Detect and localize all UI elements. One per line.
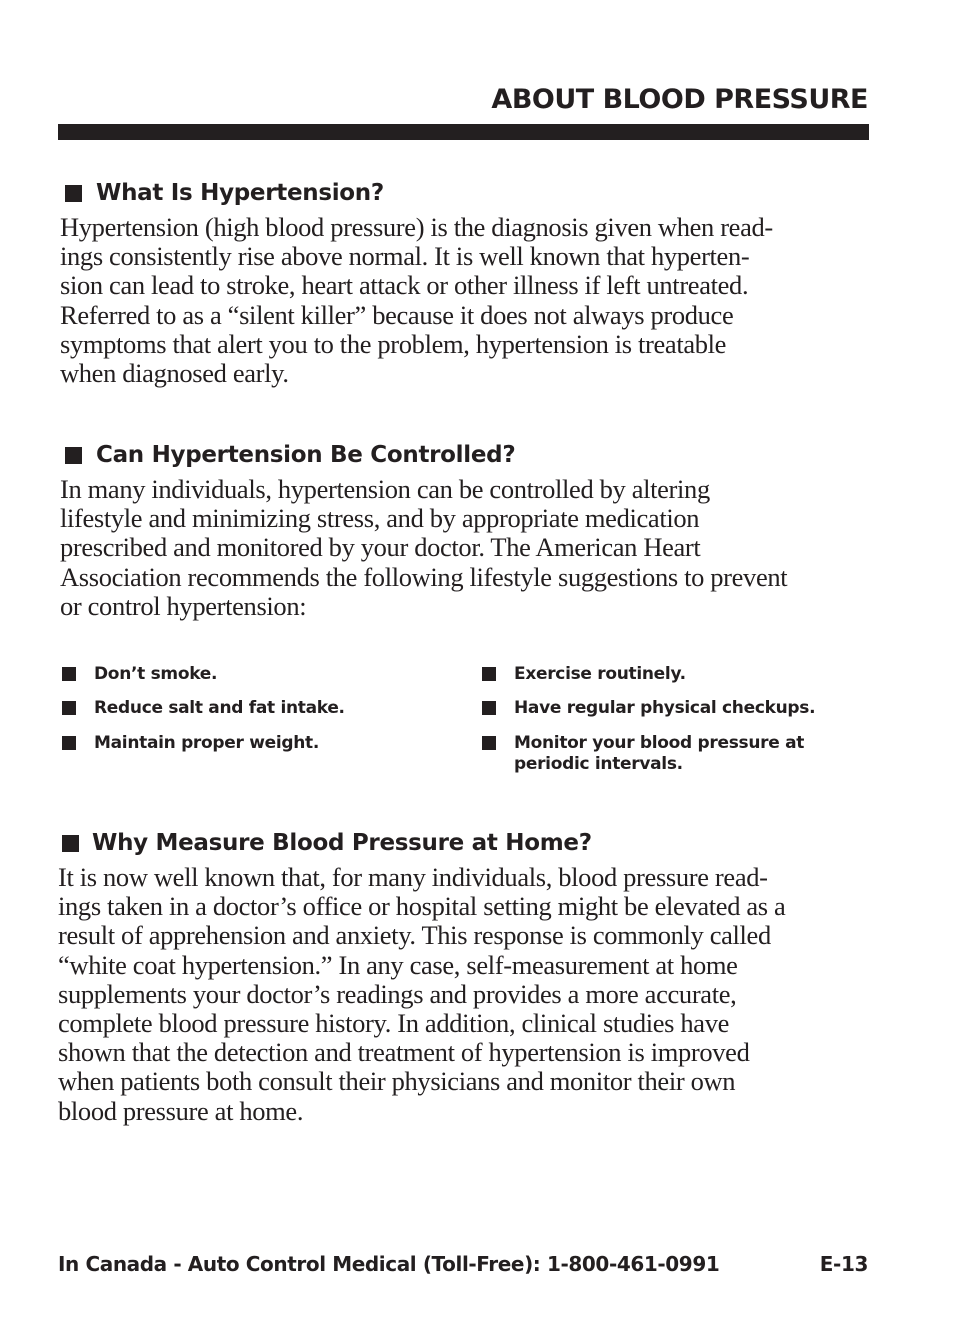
square-bullet-icon [65, 185, 82, 202]
page-footer [58, 1252, 868, 1276]
section-heading-text: What Is Hypertension? [96, 180, 384, 206]
section-body: It is now well known that, for many individuals, blood pressure read- ings taken in a doctor’s office or hospital setting might be elevated as a result of apprehension and anxiety. This response is commonly called “white coat hypertension.” In any case, self-measurement at home supplements your doctor’s readings and provides a more accurate, complete blood pressure history. In addition, clinical studies have shown that the detection and treatment of hypertension is improved when patients both consult their physicians and monitor their own blood pressure at home. [58, 862, 786, 1126]
list-item-text: Reduce salt and fat intake. [94, 698, 345, 718]
square-bullet-icon [62, 736, 76, 750]
section-body: In many individuals, hypertension can be controlled by altering lifestyle and minimizing stress, and by appropriate medication prescribed and monitored by your doctor. The American Heart Association recommends the following lifestyle suggestions to prevent or control hypertension: [60, 474, 788, 621]
list-item-text: Exercise routinely. [514, 664, 686, 684]
list-item [482, 698, 815, 719]
square-bullet-icon [482, 667, 496, 681]
section-heading [58, 830, 870, 856]
header-rule [58, 124, 869, 140]
page-number: E-13 [819, 1252, 868, 1276]
section-heading [60, 442, 872, 468]
square-bullet-icon [62, 835, 79, 852]
list-item-text: Don’t smoke. [94, 664, 218, 684]
list-item-text: Maintain proper weight. [94, 733, 320, 753]
section-body: Hypertension (high blood pressure) is the diagnosis given when read- ings consistently rise above normal. It is well known that hyperten- sion can lead to stroke, heart attack or other illness if left untreated. Referred to as a “silent killer” because it does not always produce symptoms that alert you to the problem, hypertension is treatable when diagnosed early. [60, 212, 773, 389]
list-item [482, 733, 804, 775]
square-bullet-icon [482, 701, 496, 715]
square-bullet-icon [62, 701, 76, 715]
square-bullet-icon [65, 447, 82, 464]
section-what-is-hypertension [60, 180, 872, 388]
footer-contact: In Canada - Auto Control Medical (Toll-Free): 1-800-461-0991 [58, 1252, 720, 1276]
square-bullet-icon [482, 736, 496, 750]
section-can-hypertension-be-controlled [60, 442, 872, 621]
section-heading-text: Why Measure Blood Pressure at Home? [92, 830, 592, 856]
list-item-text: Monitor your blood pressure at periodic intervals. [514, 733, 805, 774]
list-item [62, 698, 345, 719]
list-item [62, 733, 319, 754]
section-why-measure-at-home [58, 830, 870, 1126]
square-bullet-icon [62, 667, 76, 681]
section-heading [60, 180, 872, 206]
list-item [482, 664, 686, 685]
list-item-text: Have regular physical checkups. [514, 698, 816, 718]
page-title: ABOUT BLOOD PRESSURE [491, 84, 868, 115]
list-item [62, 664, 217, 685]
section-heading-text: Can Hypertension Be Controlled? [96, 442, 516, 468]
